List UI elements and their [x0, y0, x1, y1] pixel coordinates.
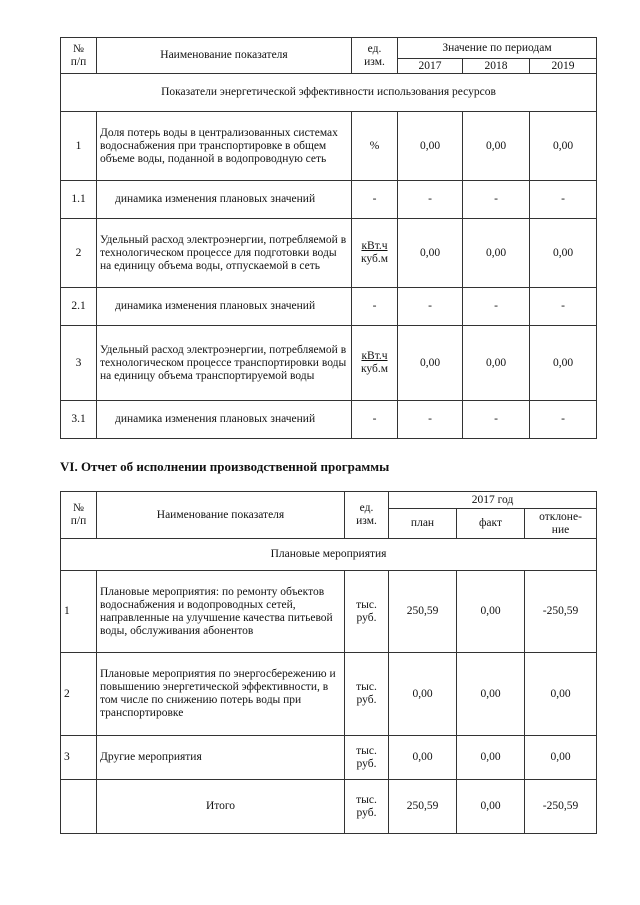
row-plan: 0,00	[389, 736, 457, 780]
header-year: 2017	[398, 59, 463, 74]
header-deviation: отклоне- ние	[525, 509, 597, 539]
section-title: Плановые мероприятия	[61, 539, 597, 571]
header-unit: ед. изм.	[345, 492, 389, 539]
row-fact: 0,00	[457, 571, 525, 653]
row-value: 0,00	[398, 112, 463, 181]
row-name: Другие мероприятия	[97, 736, 345, 780]
row-num: 2	[61, 219, 97, 288]
row-num: 3	[61, 736, 97, 780]
row-unit: тыс. руб.	[345, 736, 389, 780]
total-row	[61, 780, 597, 834]
header-fact: факт	[457, 509, 525, 539]
row-plan: 0,00	[389, 653, 457, 736]
section-heading: VI. Отчет об исполнении производственной программы	[60, 459, 390, 474]
total-plan: 250,59	[389, 780, 457, 834]
table-row	[61, 326, 597, 401]
row-value: 0,00	[530, 112, 597, 181]
row-value: -	[398, 401, 463, 439]
unit-denominator: куб.м	[360, 253, 389, 265]
header-unit: ед. изм.	[352, 38, 398, 74]
row-name: Удельный расход электроэнергии, потребляемой в технологическом процессе транспортировки воды на единицу объема транспортируемой воды	[97, 326, 352, 401]
row-num: 2	[61, 653, 97, 736]
table-row	[61, 401, 597, 439]
row-value: -	[463, 288, 530, 326]
total-fact: 0,00	[457, 780, 525, 834]
row-unit: тыс. руб.	[345, 653, 389, 736]
section-title: Показатели энергетической эффективности использования ресурсов	[61, 74, 597, 112]
row-plan: 250,59	[389, 571, 457, 653]
row-num: 2.1	[61, 288, 97, 326]
row-num	[61, 780, 97, 834]
table-row	[61, 288, 597, 326]
table-row	[61, 653, 597, 736]
row-unit	[352, 112, 398, 181]
header-plan: план	[389, 509, 457, 539]
row-name: динамика изменения плановых значений	[97, 288, 352, 326]
total-label: Итого	[97, 780, 345, 834]
table-row	[61, 112, 597, 181]
header-year: 2017 год	[389, 492, 597, 509]
row-value: 0,00	[398, 326, 463, 401]
header-name: Наименование показателя	[97, 492, 345, 539]
row-num: 1.1	[61, 181, 97, 219]
row-unit: -	[352, 288, 398, 326]
production-program-table	[60, 491, 597, 834]
row-unit	[352, 326, 398, 401]
row-name: Доля потерь воды в централизованных системах водоснабжения при транспортировке в общем объеме воды, поданной в водопроводную сеть	[97, 112, 352, 181]
unit-denominator: куб.м	[360, 363, 389, 375]
row-value: 0,00	[398, 219, 463, 288]
row-value: -	[530, 401, 597, 439]
row-unit: -	[352, 401, 398, 439]
row-value: -	[530, 288, 597, 326]
row-unit: тыс. руб.	[345, 780, 389, 834]
row-name: динамика изменения плановых значений	[97, 181, 352, 219]
header-num: № п/п	[61, 492, 97, 539]
header-num: № п/п	[61, 38, 97, 74]
row-num: 1	[61, 112, 97, 181]
row-unit	[352, 219, 398, 288]
row-value: 0,00	[463, 219, 530, 288]
row-value: -	[398, 288, 463, 326]
row-num: 3	[61, 326, 97, 401]
row-value: -	[463, 401, 530, 439]
table-row	[61, 181, 597, 219]
row-num: 3.1	[61, 401, 97, 439]
unit-numerator: кВт.ч	[361, 240, 388, 252]
row-name: Плановые мероприятия: по ремонту объектов водоснабжения и водопроводных сетей, направленные на улучшение качества питьевой воды, обслуживания абонентов	[97, 571, 345, 653]
table-row	[61, 736, 597, 780]
row-name: Плановые мероприятия по энергосбережению и повышению энергетической эффективности, в том числе по снижению потерь воды при транспортировке	[97, 653, 345, 736]
row-value: -	[530, 181, 597, 219]
efficiency-table	[60, 37, 597, 439]
row-name: Удельный расход электроэнергии, потребляемой в технологическом процессе для подготовки воды на единицу объема воды, отпускаемой в сеть	[97, 219, 352, 288]
table-row	[61, 571, 597, 653]
unit-value: %	[369, 139, 380, 152]
row-deviation: 0,00	[525, 736, 597, 780]
row-value: 0,00	[530, 326, 597, 401]
row-deviation: -250,59	[525, 571, 597, 653]
row-unit: -	[352, 181, 398, 219]
row-deviation: 0,00	[525, 653, 597, 736]
row-fact: 0,00	[457, 653, 525, 736]
header-year: 2018	[463, 59, 530, 74]
row-value: 0,00	[463, 112, 530, 181]
row-value: -	[463, 181, 530, 219]
row-num: 1	[61, 571, 97, 653]
row-name: динамика изменения плановых значений	[97, 401, 352, 439]
row-fact: 0,00	[457, 736, 525, 780]
row-unit: тыс. руб.	[345, 571, 389, 653]
header-name: Наименование показателя	[97, 38, 352, 74]
row-value: 0,00	[463, 326, 530, 401]
table-row	[61, 219, 597, 288]
header-periods: Значение по периодам	[398, 38, 597, 59]
unit-numerator: кВт.ч	[361, 350, 388, 362]
header-year: 2019	[530, 59, 597, 74]
total-deviation: -250,59	[525, 780, 597, 834]
row-value: 0,00	[530, 219, 597, 288]
row-value: -	[398, 181, 463, 219]
